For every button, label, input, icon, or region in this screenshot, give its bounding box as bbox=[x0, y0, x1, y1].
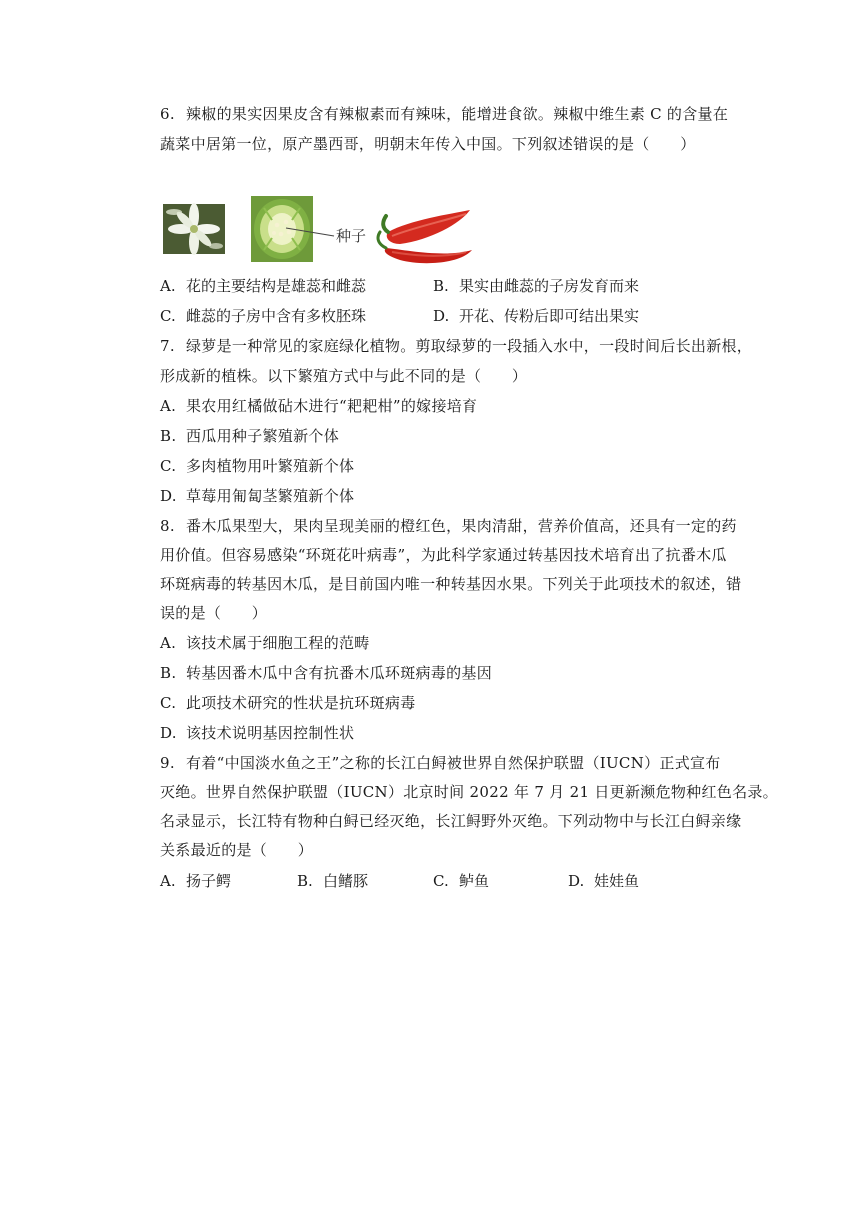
q8-option-a bbox=[160, 633, 740, 653]
q7-text1: 绿萝是一种常见的家庭绿化植物。剪取绿萝的一段插入水中，一段时间后长出新根， bbox=[186, 337, 753, 355]
q6-line2: 蔬菜中居第一位，原产墨西哥，明朝末年传入中国。下列叙述错误的是（ ） bbox=[160, 135, 696, 153]
option-label: D. bbox=[160, 724, 177, 742]
q6-option-b bbox=[433, 276, 639, 296]
option-label: C. bbox=[160, 307, 176, 325]
q9-line2: 灭绝。世界自然保护联盟（IUCN）北京时间 2022 年 7 月 21 日更新濒危物种红色名录。 bbox=[160, 783, 778, 801]
option-label: A. bbox=[160, 634, 177, 652]
option-label: D. bbox=[568, 872, 585, 890]
q9-line4: 关系最近的是（ ） bbox=[160, 841, 314, 859]
option-text: 该技术说明基因控制性状 bbox=[186, 724, 355, 742]
option-text: 白鳍豚 bbox=[323, 872, 369, 890]
q6-option-d bbox=[433, 306, 639, 326]
option-label: B. bbox=[433, 277, 449, 295]
option-label: A. bbox=[160, 397, 177, 415]
option-text: 花的主要结构是雄蕊和雌蕊 bbox=[186, 277, 367, 295]
option-text: 果农用红橘做砧木进行“耙耙柑”的嫁接培育 bbox=[186, 397, 478, 415]
option-label: C. bbox=[160, 457, 177, 475]
q8-option-b bbox=[160, 663, 740, 683]
seed-label: 种子 bbox=[336, 227, 367, 245]
option-label: B. bbox=[297, 872, 313, 890]
option-label: A. bbox=[160, 277, 176, 295]
q7-option-b bbox=[160, 426, 740, 446]
q9-option-b bbox=[297, 871, 368, 891]
option-text: 果实由雌蕊的子房发育而来 bbox=[459, 277, 640, 295]
q6-option-c bbox=[160, 306, 366, 326]
option-text: 此项技术研究的性状是抗环斑病毒 bbox=[186, 694, 416, 712]
q8-text1: 番木瓜果型大，果肉呈现美丽的橙红色，果肉清甜，营养价值高，还具有一定的药 bbox=[186, 517, 737, 535]
option-label: A. bbox=[160, 872, 176, 890]
q7-number: 7. bbox=[160, 337, 175, 355]
option-label: B. bbox=[160, 664, 177, 682]
q7-line1 bbox=[160, 336, 753, 356]
option-label: B. bbox=[160, 427, 177, 445]
option-text: 扬子鳄 bbox=[186, 872, 232, 890]
q9-line3: 名录显示，长江特有物种白鲟已经灭绝，长江鲟野外灭绝。下列动物中与长江白鲟亲缘 bbox=[160, 812, 742, 830]
q6-number: 6. bbox=[160, 105, 175, 123]
q9-option-d bbox=[568, 871, 639, 891]
q8-option-c bbox=[160, 693, 740, 713]
option-text: 开花、传粉后即可结出果实 bbox=[459, 307, 640, 325]
q6-option-a bbox=[160, 276, 366, 296]
q7-option-a bbox=[160, 396, 740, 416]
pepper-figure bbox=[160, 192, 490, 264]
pepper-cross-section-image bbox=[251, 196, 313, 262]
option-text: 雌蕊的子房中含有多枚胚珠 bbox=[186, 307, 367, 325]
option-text: 转基因番木瓜中含有抗番木瓜环斑病毒的基因 bbox=[186, 664, 493, 682]
q7-option-c bbox=[160, 456, 740, 476]
q9-number: 9. bbox=[160, 754, 175, 772]
option-label: C. bbox=[160, 694, 177, 712]
q9-line1 bbox=[160, 753, 740, 773]
option-text: 娃娃鱼 bbox=[594, 872, 640, 890]
flower-image bbox=[163, 203, 225, 255]
q9-option-a bbox=[160, 871, 231, 891]
option-label: D. bbox=[160, 487, 177, 505]
red-pepper-image bbox=[378, 210, 472, 263]
q7-line2: 形成新的植株。以下繁殖方式中与此不同的是（ ） bbox=[160, 367, 528, 385]
option-text: 鲈鱼 bbox=[459, 872, 490, 890]
option-label: C. bbox=[433, 872, 449, 890]
pepper-figure-svg bbox=[160, 192, 490, 264]
q6-text1: 辣椒的果实因果皮含有辣椒素而有辣味，能增进食欲。辣椒中维生素 C 的含量在 bbox=[186, 105, 729, 123]
q8-line4: 误的是（ ） bbox=[160, 604, 268, 622]
q6-line1 bbox=[160, 104, 740, 124]
q8-option-d bbox=[160, 723, 740, 743]
option-label: D. bbox=[433, 307, 450, 325]
q8-line1 bbox=[160, 516, 740, 536]
q9-text1: 有着“中国淡水鱼之王”之称的长江白鲟被世界自然保护联盟（IUCN）正式宣布 bbox=[186, 754, 721, 772]
option-text: 该技术属于细胞工程的范畴 bbox=[186, 634, 370, 652]
q8-line3: 环斑病毒的转基因木瓜，是目前国内唯一种转基因水果。下列关于此项技术的叙述，错 bbox=[160, 575, 742, 593]
q8-number: 8. bbox=[160, 517, 175, 535]
option-text: 多肉植物用叶繁殖新个体 bbox=[186, 457, 355, 475]
option-text: 草莓用匍匐茎繁殖新个体 bbox=[186, 487, 355, 505]
q7-option-d bbox=[160, 486, 740, 506]
q9-option-c bbox=[433, 871, 489, 891]
q8-line2: 用价值。但容易感染“环斑花叶病毒”，为此科学家通过转基因技术培育出了抗番木瓜 bbox=[160, 546, 727, 564]
option-text: 西瓜用种子繁殖新个体 bbox=[186, 427, 340, 445]
